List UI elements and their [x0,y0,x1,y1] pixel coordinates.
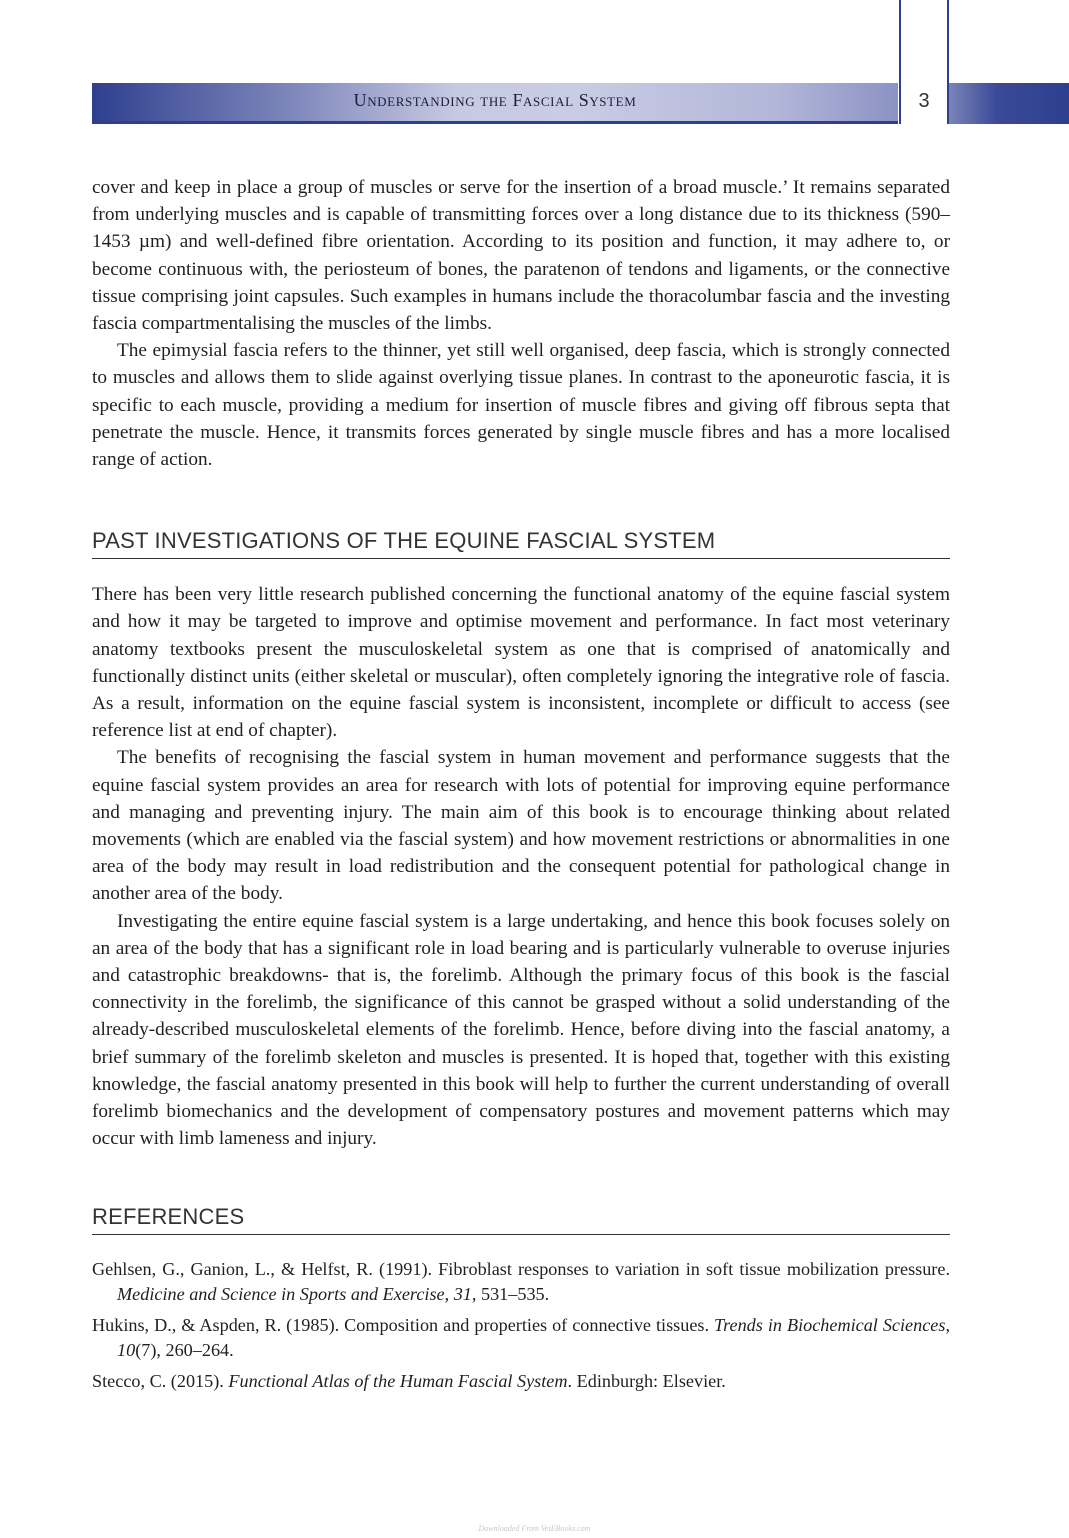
reference-item: Gehlsen, G., Ganion, L., & Helfst, R. (1991). Fibroblast responses to variation in soft tissue mobilization pressure. Medicine and Science in Sports and Exercise, 31, 531–535. [92,1258,950,1304]
page-body [92,174,950,1400]
header-band-right [949,83,1069,124]
page-number: 3 [918,90,930,112]
reference-item: Hukins, D., & Aspden, R. (1985). Composition and properties of connective tissues. Trends in Biochemical Sciences, 10(7), 260–264. [92,1314,950,1360]
section-heading-references: REFERENCES [92,1202,950,1235]
reference-item: Stecco, C. (2015). Functional Atlas of the Human Fascial System. Edinburgh: Elsevier. [92,1370,726,1391]
section-heading-past-investigations: PAST INVESTIGATIONS OF THE EQUINE FASCIAL SYSTEM [92,526,950,559]
header-underline [92,121,898,124]
running-title: Understanding the Fascial System [353,90,637,110]
paragraph: The benefits of recognising the fascial system in human movement and performance suggests that the equine fascial system provides an area for research with lots of potential for improving equine performance and managing and preventing injury. The main aim of this book is to encourage thinking about related movements (which are enabled via the fascial system) and how movement restrictions or abnormalities in one area of the body may result in load redistribution and the consequent potential for pathological change in another area of the body. [92,747,950,905]
paragraph: cover and keep in place a group of muscles or serve for the insertion of a broad muscle.’ It remains separated from underlying muscles and is capable of transmitting forces over a long distance due to its thickness (590–1453 µm) and well-defined fibre orientation. According to its position and function, it may adhere to, or become continuous with, the periosteum of bones, the paratenon of tendons and ligaments, or the connective tissue comprising joint capsules. Such examples in humans include the thoracolumbar fascia and the investing fascia compartmentalising the muscles of the limbs. [92,177,950,335]
paragraph: Investigating the entire equine fascial system is a large undertaking, and hence this book focuses solely on an area of the body that has a significant role in load bearing and is particularly vulnerable to overuse injuries and catastrophic breakdowns- that is, the forelimb. Although the primary focus of this book is the fascial connectivity in the forelimb, the significance of this cannot be grasped without a solid understanding of the already-described musculoskeletal elements of the forelimb. Hence, before diving into the fascial anatomy, a brief summary of the forelimb skeleton and muscles is presented. It is hoped that, together with this existing knowledge, the fascial anatomy presented in this book will help to further the current understanding of overall forelimb biomechanics and the development of compensatory postures and movement patterns which may occur with limb lameness and injury. [92,910,950,1150]
footer-watermark: Downloaded From VetEBooks.com [478,1524,591,1533]
paragraph: There has been very little research published concerning the functional anatomy of the equine fascial system and how it may be targeted to improve and optimise movement and performance. In fact most veterinary anatomy textbooks present the musculoskeletal system as one that is comprised of anatomically and functionally distinct units (either skeletal or muscular), often completely ignoring the integrative role of fascia. As a result, information on the equine fascial system is inconsistent, incomplete or difficult to access (see reference list at end of chapter). [92,584,950,742]
paragraph: The epimysial fascia refers to the thinner, yet still well organised, deep fascia, which is strongly connected to muscles and allows them to slide against overlying tissue planes. In contrast to the aponeurotic fascia, it is specific to each muscle, providing a medium for insertion of muscle fibres and giving off fibrous septa that penetrate the muscle. Hence, it transmits forces generated by single muscle fibres and has a more localised range of action. [92,340,950,471]
